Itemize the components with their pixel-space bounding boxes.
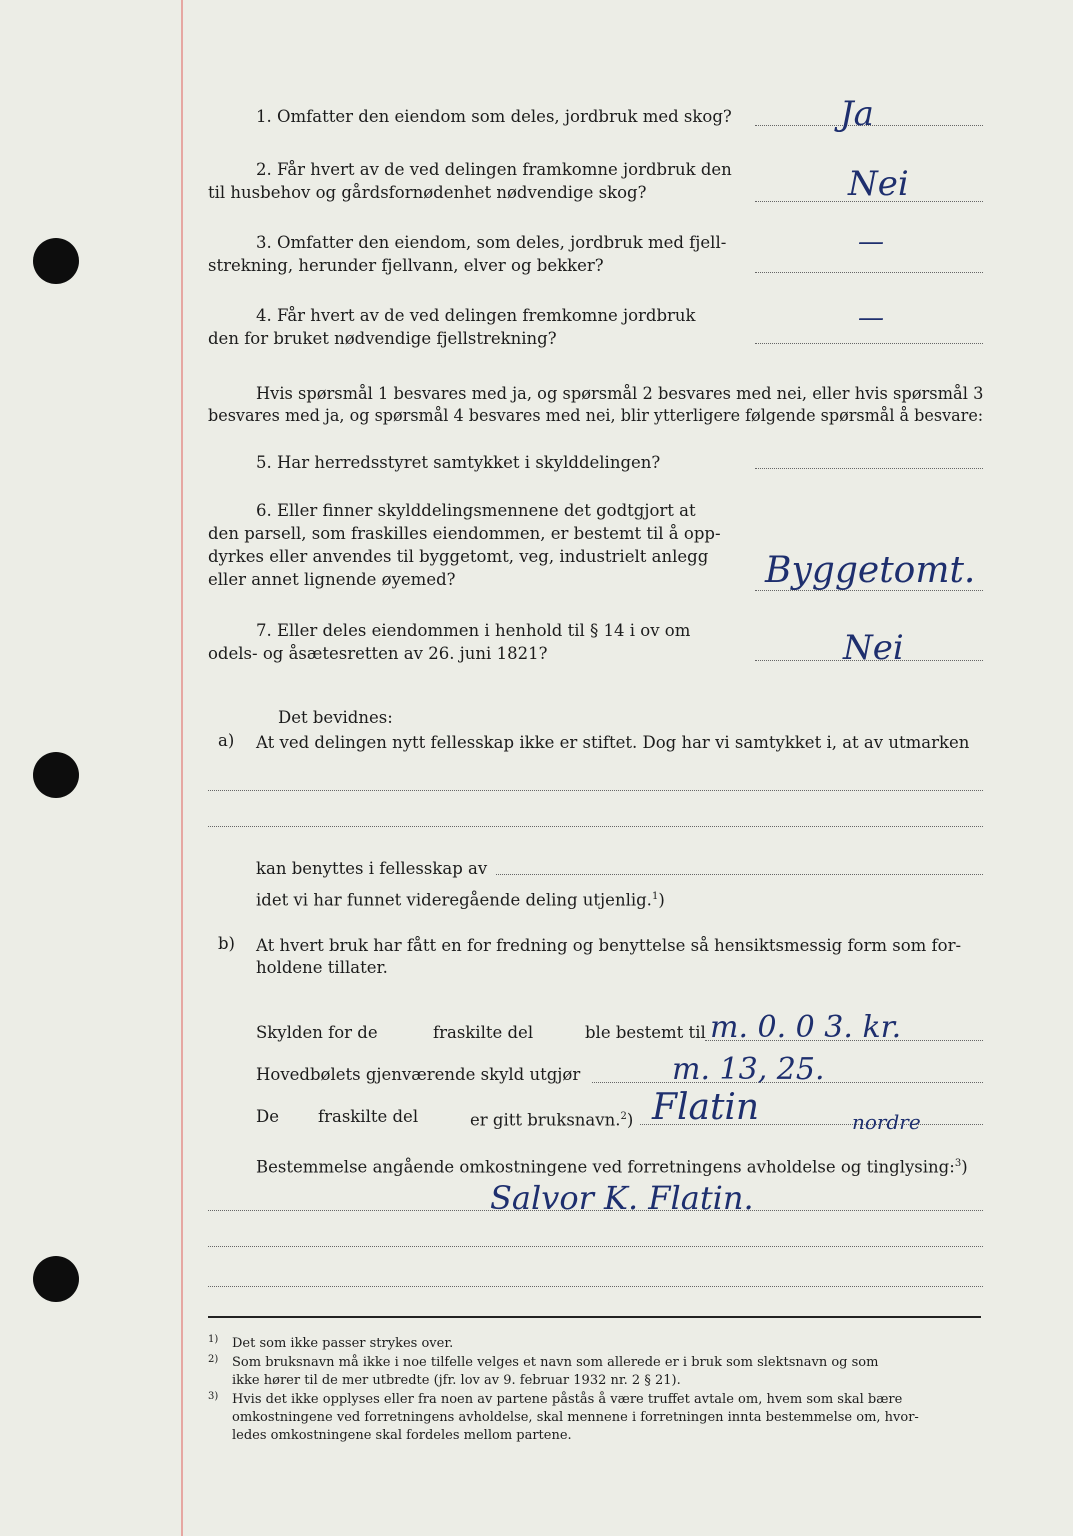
question-2-line-1: 2. Får hvert av de ved delingen framkomne jordbruk den (256, 160, 732, 179)
question-3-line-2: strekning, herunder fjellvann, elver og bekker? (208, 256, 604, 275)
skyld-line-3-b: fraskilte del (318, 1107, 419, 1126)
skyld-answer-2: m. 13, 25. (672, 1052, 825, 1087)
skyld-line-1-b: fraskilte del (433, 1023, 534, 1042)
footnote-3-line-3: ledes omkostningene skal fordeles mellom partene. (232, 1428, 572, 1443)
attest-b-line-1: At hvert bruk har fått en for fredning og benyttelse så hensiktsmessig form som for- (256, 936, 962, 955)
skyld-line-1-a: Skylden for de (256, 1023, 378, 1042)
answer-6: Byggetomt. (765, 550, 976, 591)
question-1: 1. Omfatter den eiendom som deles, jordbruk med skog? (256, 107, 732, 126)
blank-line (208, 790, 983, 791)
answer-2: Nei (848, 164, 909, 204)
skyld-answer-3: Flatin (652, 1087, 760, 1128)
question-3-line-1: 3. Omfatter den eiendom, som deles, jordbruk med fjell- (256, 233, 727, 252)
punch-hole (33, 752, 79, 798)
footnote-3-line-2: omkostningene ved forretningens avholdelse, skal mennene i forretningen innta bestemmelse om, hvor- (232, 1410, 919, 1425)
blank-line (208, 1286, 983, 1287)
condition-line-1: Hvis spørsmål 1 besvares med ja, og spørsmål 2 besvares med nei, eller hvis spørsmål 3 (256, 384, 984, 403)
condition-line-2: besvares med ja, og spørsmål 4 besvares med nei, blir ytterligere følgende spørsmål å besvare: (208, 406, 984, 425)
skyld-line-3-c: er gitt bruksnavn.$^2$) (470, 1110, 634, 1130)
skyld-line-2: Hovedbølets gjenværende skyld utgjør (256, 1065, 581, 1084)
skyld-line-3-a: De (256, 1107, 279, 1126)
footnote-2-line-1: Som bruksnavn må ikke i noe tilfelle velges et navn som allerede er i bruk som slektsnavn og som (232, 1355, 879, 1370)
question-2-line-2: til husbehov og gårdsfornødenhet nødvendige skog? (208, 183, 647, 202)
attest-b-line-2: holdene tillater. (256, 958, 388, 977)
footnote-1: Det som ikke passer strykes over. (232, 1336, 454, 1351)
answer-line (755, 272, 983, 273)
question-5: 5. Har herredsstyret samtykket i skylddelingen? (256, 453, 661, 472)
answer-3: — (858, 227, 884, 257)
question-6-line-1: 6. Eller finner skylddelingsmennene det godtgjort at (256, 501, 696, 520)
answer-1: Ja (840, 94, 874, 134)
punch-hole (33, 238, 79, 284)
attest-b-label: b) (218, 934, 235, 953)
footnote-2-line-2: ikke hører til de mer utbredte (jfr. lov av 9. februar 1932 nr. 2 § 21). (232, 1373, 681, 1388)
question-7-line-1: 7. Eller deles eiendommen i henhold til § 14 i ov om (256, 621, 691, 640)
punch-hole (33, 1256, 79, 1302)
footnote-marker-1: 1) (208, 1334, 219, 1345)
answer-7: Nei (843, 628, 904, 668)
skyld-answer-4: Salvor K. Flatin. (490, 1179, 754, 1217)
question-6-line-4: eller annet lignende øyemed? (208, 570, 456, 589)
question-7-line-2: odels- og åsætesretten av 26. juni 1821? (208, 644, 548, 663)
answer-4: — (858, 303, 884, 333)
idet-text: idet vi har funnet videregående deling utjenlig.$^1$) (256, 890, 665, 910)
skyld-answer-3-suffix: nordre (852, 1110, 921, 1134)
attest-a-text: At ved delingen nytt fellesskap ikke er stiftet. Dog har vi samtykket i, at av utmarken (256, 733, 970, 752)
blank-line (208, 1210, 983, 1211)
blank-line (208, 826, 983, 827)
blank-line (208, 1246, 983, 1247)
fellesskap-text: kan benyttes i fellesskap av (256, 859, 488, 878)
margin-line (181, 0, 183, 1536)
footnote-marker-3: 3) (208, 1391, 219, 1402)
question-6-line-3: dyrkes eller anvendes til byggetomt, veg, industrielt anlegg (208, 547, 709, 566)
skyld-line-4: Bestemmelse angående omkostningene ved forretningens avholdelse og tinglysing:$^3$) (256, 1157, 968, 1177)
footnote-marker-2: 2) (208, 1354, 219, 1365)
skyld-line-1-c: ble bestemt til (585, 1023, 706, 1042)
question-6-line-2: den parsell, som fraskilles eiendommen, er bestemt til å opp- (208, 524, 721, 543)
attest-header: Det bevidnes: (278, 708, 393, 727)
question-4-line-1: 4. Får hvert av de ved delingen fremkomne jordbruk (256, 306, 696, 325)
question-4-line-2: den for bruket nødvendige fjellstrekning? (208, 329, 557, 348)
footnote-3-line-1: Hvis det ikke opplyses eller fra noen av partene påstås å være truffet avtale om, hvem som skal bære (232, 1392, 903, 1407)
skyld-answer-1: m. 0. 0 3. kr. (710, 1010, 902, 1045)
footnote-rule (208, 1316, 981, 1318)
blank-line (496, 874, 983, 875)
answer-line (755, 468, 983, 469)
attest-a-label: a) (218, 731, 235, 750)
answer-line (755, 343, 983, 344)
